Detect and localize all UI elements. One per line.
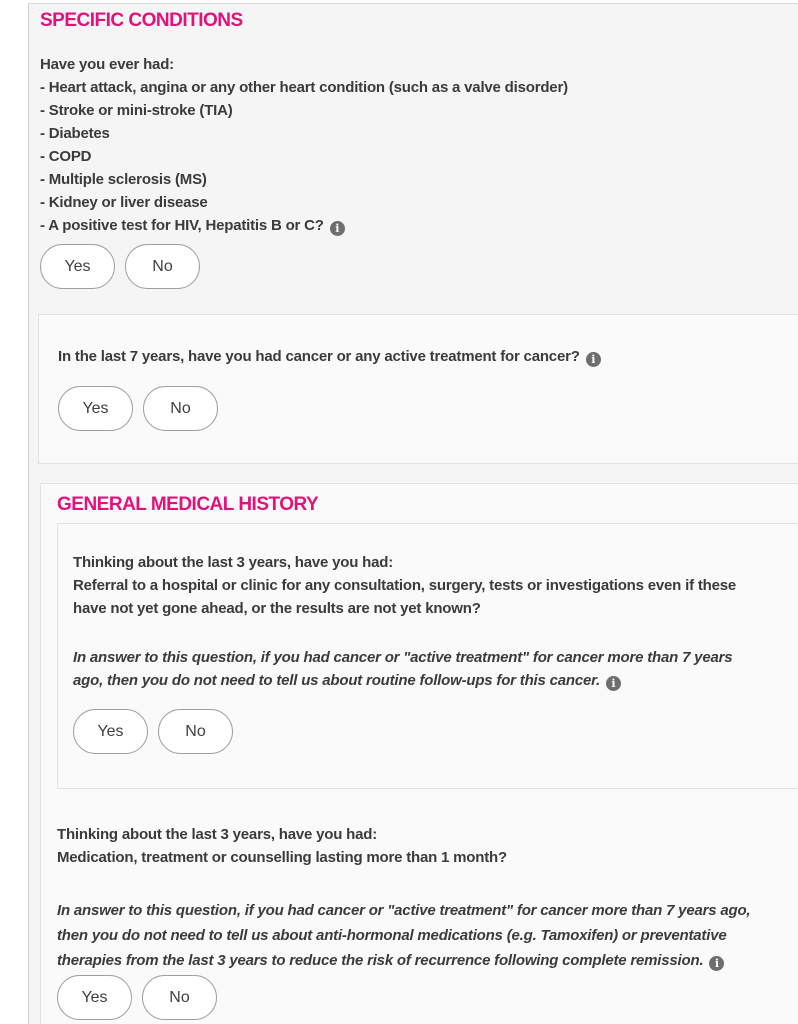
medication-question bbox=[57, 823, 798, 869]
condition-item: - Kidney or liver disease bbox=[40, 194, 208, 211]
general-medical-history-heading: GENERAL MEDICAL HISTORY bbox=[57, 494, 319, 515]
info-icon[interactable]: i bbox=[330, 221, 345, 236]
medication-question-line: Medication, treatment or counselling lasting more than 1 month? bbox=[57, 849, 507, 866]
cancer-no-button[interactable]: No bbox=[143, 386, 218, 431]
general-medical-history-box bbox=[40, 483, 798, 1024]
referral-note-line: In answer to this question, if you had cancer or "active treatment" for cancer more than 7 years bbox=[73, 649, 733, 666]
cancer-question-box bbox=[38, 314, 798, 464]
info-icon[interactable]: i bbox=[606, 676, 621, 691]
medication-yes-button[interactable]: Yes bbox=[57, 975, 132, 1020]
condition-item: - Diabetes bbox=[40, 125, 110, 142]
referral-question-note bbox=[73, 646, 798, 692]
referral-note-line bbox=[73, 669, 798, 692]
condition-item: - Heart attack, angina or any other heart condition (such as a valve disorder) bbox=[40, 79, 568, 96]
referral-question-line: have not yet gone ahead, or the results are not yet known? bbox=[73, 600, 481, 617]
info-icon[interactable]: i bbox=[586, 352, 601, 367]
condition-item: - Multiple sclerosis (MS) bbox=[40, 171, 207, 188]
conditions-question bbox=[40, 53, 798, 237]
cancer-yes-button[interactable]: Yes bbox=[58, 386, 133, 431]
referral-yes-button[interactable]: Yes bbox=[73, 709, 148, 754]
condition-item-label: - A positive test for HIV, Hepatitis B or C? bbox=[40, 217, 324, 234]
condition-item bbox=[40, 214, 798, 237]
condition-item: - COPD bbox=[40, 148, 92, 165]
medication-answer-group bbox=[57, 975, 798, 1020]
medication-note-line: then you do not need to tell us about anti-hormonal medications (e.g. Tamoxifen) or preventative bbox=[57, 927, 727, 944]
medication-note-text: therapies from the last 3 years to reduce the risk of recurrence following complete remission. bbox=[57, 952, 704, 969]
cancer-answer-group bbox=[58, 386, 783, 431]
medication-question-note bbox=[57, 898, 798, 973]
info-icon[interactable]: i bbox=[709, 956, 724, 971]
cancer-question-label: In the last 7 years, have you had cancer or any active treatment for cancer? bbox=[58, 348, 580, 365]
specific-conditions-heading: SPECIFIC CONDITIONS bbox=[40, 10, 243, 31]
medication-note-line bbox=[57, 948, 798, 973]
conditions-yes-button[interactable]: Yes bbox=[40, 244, 115, 289]
medication-question-block bbox=[57, 823, 798, 1020]
referral-question-line: Thinking about the last 3 years, have you had: bbox=[73, 554, 394, 571]
medication-question-line: Thinking about the last 3 years, have you had: bbox=[57, 826, 378, 843]
referral-note-text: ago, then you do not need to tell us about routine follow-ups for this cancer. bbox=[73, 672, 600, 689]
medication-no-button[interactable]: No bbox=[142, 975, 217, 1020]
conditions-no-button[interactable]: No bbox=[125, 244, 200, 289]
cancer-question bbox=[58, 348, 783, 367]
conditions-answer-group bbox=[40, 244, 798, 289]
section-specific-conditions bbox=[40, 10, 798, 289]
form-panel bbox=[28, 3, 798, 1024]
referral-no-button[interactable]: No bbox=[158, 709, 233, 754]
medication-note-line: In answer to this question, if you had cancer or "active treatment" for cancer more than 7 years ago, bbox=[57, 902, 751, 919]
referral-question-line: Referral to a hospital or clinic for any consultation, surgery, tests or investigations even if these bbox=[73, 577, 737, 594]
condition-item: - Stroke or mini-stroke (TIA) bbox=[40, 102, 233, 119]
referral-answer-group bbox=[73, 709, 798, 754]
referral-question-box bbox=[57, 523, 798, 789]
referral-question bbox=[73, 551, 798, 620]
conditions-intro: Have you ever had: bbox=[40, 56, 174, 73]
